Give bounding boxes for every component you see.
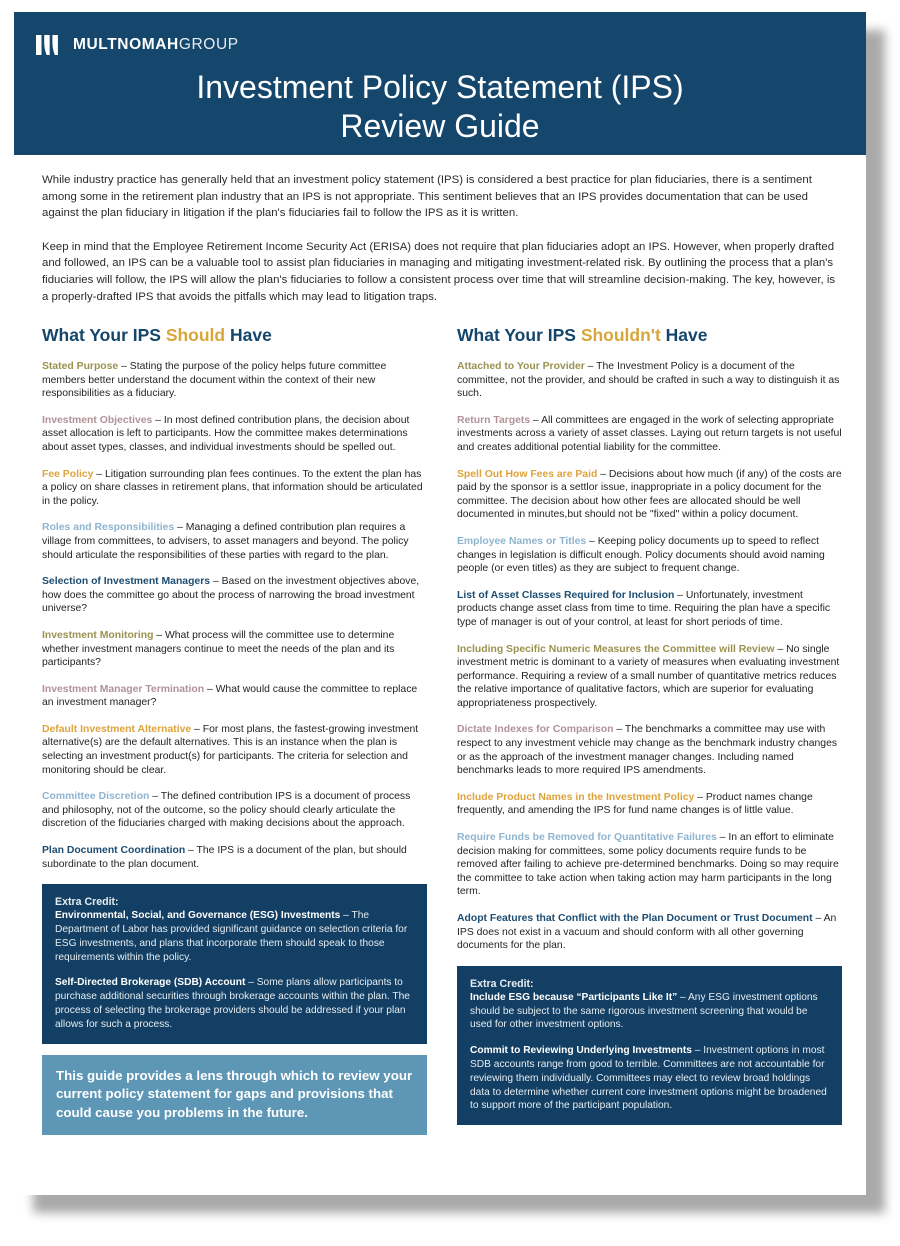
- shouldnt-have-heading: [457, 324, 842, 346]
- shouldnt-heading-accent: Shouldn't: [580, 325, 661, 345]
- list-item: [457, 468, 842, 522]
- page-title-line-2: Review Guide: [340, 108, 540, 144]
- list-item-term: Investment Monitoring: [42, 629, 154, 641]
- brand-name-bold: MULTNOMAH: [73, 36, 179, 54]
- list-item-term: Include Product Names in the Investment Policy: [457, 791, 695, 803]
- list-item: [42, 683, 427, 710]
- list-item: [457, 589, 842, 630]
- shouldnt-heading-pre: What Your IPS: [457, 325, 581, 345]
- document-page: [14, 12, 866, 1195]
- list-item: [457, 912, 842, 953]
- list-item: [42, 790, 427, 831]
- intro-paragraph-2: Keep in mind that the Employee Retirement Income Security Act (ERISA) does not require that plan fiduciaries adopt an IPS. However, when properly drafted and followed, an IPS can be a valuable tool to assist plan fiduciaries in managing and mitigating investment-related risk. By outlining the process that a plan's fiduciaries will follow, the IPS will allow the plan's fiduciaries to follow a consistent process over time that will streamline decision-making. The key, however, is a properly-drafted IPS that avoids the pitfalls which may lead to litigation traps.: [42, 240, 836, 303]
- shouldnt-extra-credit-label: Extra Credit:: [470, 977, 534, 990]
- list-item-body: – Managing a defined contribution plan requires a village from committees, to advisers, to asset managers and beyond. The policy should articulate the responsibilities of these parties with regard to the plan.: [42, 522, 409, 561]
- shouldnt-extra-credit-list: [470, 991, 829, 1113]
- list-item-term: Attached to Your Provider: [457, 361, 585, 372]
- list-item-body: – Keeping policy documents up to speed to reflect changes in legislation is difficult enough. Policy documents should avoid naming people (or even titles) as they are subject to frequent change.: [457, 535, 825, 575]
- list-item-term: Require Funds be Removed for Quantitative Failures: [457, 832, 717, 844]
- list-item-body: – The IPS is a document of the plan, but should subordinate to the plan document.: [42, 845, 407, 870]
- list-item-body: – Decisions about how much (if any) of the costs are paid by the sponsor is a settlor issue, inappropriate in a policy document for the committee. The decision about how other fees are allocated should be well documented in minutes,but should not be "fixed" within a policy document.: [457, 468, 842, 521]
- list-item-body: – What process will the committee use to determine whether investment managers continue to meet the needs of the plan and its participants?: [42, 629, 395, 669]
- list-item: [42, 723, 427, 777]
- should-heading-accent: Should: [165, 325, 226, 345]
- list-item-body: – All committees are engaged in the work of selecting appropriate investments across a variety of asset classes. Laying out return targets is not useful and creates additional potential liability for the committee.: [457, 414, 842, 453]
- list-item: [457, 360, 842, 401]
- extra-credit-item: [470, 1044, 829, 1113]
- should-extra-credit-box: [42, 884, 427, 1043]
- list-item: [42, 629, 427, 670]
- list-item-term: Committee Discretion: [42, 791, 150, 803]
- list-item: [457, 535, 842, 576]
- should-heading-pre: What Your IPS: [42, 325, 166, 345]
- document-header-band: [14, 12, 866, 155]
- list-item: [457, 831, 842, 899]
- list-item-term: Default Investment Alternative: [42, 723, 192, 735]
- list-item: [42, 844, 427, 871]
- list-item: [42, 521, 427, 562]
- list-item-term: Employee Names or Titles: [457, 535, 587, 547]
- should-extra-credit-label: Extra Credit:: [55, 896, 119, 909]
- extra-credit-item: [470, 991, 829, 1032]
- page-title-line-1: Investment Policy Statement (IPS): [196, 69, 684, 105]
- list-item-body: – An IPS does not exist in a vacuum and should conform with all other governing documents for the plan.: [457, 913, 837, 952]
- shouldnt-have-column: [457, 324, 842, 1135]
- extra-credit-item: [55, 909, 414, 964]
- list-item-term: Spell Out How Fees are Paid: [457, 468, 598, 480]
- list-item-body: – Unfortunately, investment products change asset class from time to time. Requiring the plan have a specific type of manager is out of your control, at least for short periods of time.: [457, 589, 831, 628]
- shouldnt-have-list: [457, 360, 842, 953]
- extra-credit-item: [55, 976, 414, 1031]
- list-item-body: – The Investment Policy is a document of the committee, not the provider, and should be crafted in such a way to distinguish it as such.: [457, 361, 840, 400]
- list-item-body: – No single investment metric is dominant to a variety of measures when evaluating investment performance. Requiring a review of a small number of quantitative metrics reduces the relative importance of qualitative factors, which are superior for evaluating appropriateness prospectively.: [457, 643, 840, 709]
- extra-credit-item-term: Include ESG because “Participants Like It”: [470, 991, 678, 1003]
- extra-credit-item-term: Environmental, Social, and Governance (ESG) Investments: [55, 910, 341, 922]
- multnomah-group-logo-mark: [35, 34, 62, 56]
- list-item-term: Roles and Responsibilities: [42, 522, 175, 534]
- shouldnt-extra-credit-box: [457, 966, 842, 1125]
- brand-wordmark: [73, 37, 239, 53]
- list-item-term: Adopt Features that Conflict with the Plan Document or Trust Document: [457, 913, 813, 924]
- list-item: [457, 414, 842, 455]
- should-extra-credit-list: [55, 909, 414, 1031]
- list-item-term: Including Specific Numeric Measures the Committee will Review: [457, 643, 775, 655]
- list-item-term: Return Targets: [457, 414, 531, 426]
- brand-logo: [35, 34, 239, 56]
- introduction-section: [42, 172, 842, 322]
- extra-credit-item-term: Self-Directed Brokerage (SDB) Account: [55, 977, 246, 989]
- list-item: [457, 643, 842, 711]
- two-column-body: [42, 324, 842, 1135]
- list-item-body: – In an effort to eliminate decision making for committees, some policy documents require funds to be removed after failing to achieve pre-determined benchmarks. Doing so may require the committee to take action when taking action may harm participants in the long term.: [457, 832, 839, 898]
- list-item-term: Plan Document Coordination: [42, 845, 186, 857]
- shouldnt-heading-post: Have: [660, 325, 708, 345]
- list-item-body: – What would cause the committee to replace an investment manager?: [42, 683, 418, 709]
- extra-credit-item-body: – The Department of Labor has provided significant guidance on selection criteria for ESG investments, and plans that incorporate them should speak to those requirements within the policy.: [55, 910, 408, 963]
- extra-credit-item-body: – Investment options in most SDB accounts range from good to terrible. Committees are not accountable for reviewing them individually. Committees may elect to review broad holdings data to determine whether current core investment options might be broadened to support more of the participant population.: [470, 1045, 827, 1112]
- list-item-body: – The benchmarks a committee may use with respect to any investment vehicle may change as the benchmark industry changes or as the approach of the investment manager changes. Including named benchmarks leads to more required IPS amendments.: [457, 724, 838, 777]
- list-item-term: Fee Policy: [42, 468, 94, 480]
- extra-credit-item-body: – Any ESG investment options should be subject to the same rigorous investment screening that would be used for other investment options.: [470, 991, 818, 1031]
- list-item: [42, 360, 427, 401]
- intro-paragraph-1: While industry practice has generally held that an investment policy statement (IPS) is considered a best practice for plan fiduciaries, there is a sentiment among some in the retirement plan industry that an IPS is not appropriate. This sentiment believes that an IPS provides documentation that can be used against the plan fiduciary in litigation if the plan's fiduciaries fail to follow the IPS as it is written.: [42, 174, 812, 220]
- extra-credit-item-body: – Some plans allow participants to purchase additional securities through brokerage accounts within the plan. The process of selecting the brokerage providers should be addressed if your plan allows for such a process.: [55, 977, 410, 1030]
- list-item-term: List of Asset Classes Required for Inclusion: [457, 589, 675, 601]
- closing-callout: This guide provides a lens through which to review your current policy statement for gaps and provisions that could cause you problems in the future.: [42, 1055, 427, 1136]
- list-item-term: Stated Purpose: [42, 361, 119, 372]
- should-have-heading: [42, 324, 427, 346]
- list-item-body: – Litigation surrounding plan fees continues. To the extent the plan has a policy on share classes in retirement plans, that information should be articulated in the policy.: [42, 468, 423, 507]
- list-item: [42, 414, 427, 455]
- list-item-body: – Based on the investment objectives above, how does the committee go about the process of narrowing the broad investment universe?: [42, 576, 420, 615]
- list-item-term: Investment Objectives: [42, 414, 153, 426]
- brand-name-light: GROUP: [178, 36, 239, 54]
- list-item-term: Selection of Investment Managers: [42, 576, 211, 588]
- list-item: [42, 468, 427, 509]
- should-have-list: [42, 360, 427, 871]
- list-item-body: – For most plans, the fastest-growing investment alternative(s) are the default alternatives. This is an instance when the plan is selecting an investment product(s) for participants. The criteria for selection and monitoring should be clear.: [42, 723, 419, 776]
- list-item-body: – Stating the purpose of the policy helps future committee members better understand the document within the context of their new responsibilities as a fiduciary.: [42, 361, 387, 400]
- list-item: [42, 575, 427, 616]
- list-item-body: – In most defined contribution plans, the decision about asset allocation is left to participants. How the committee makes determinations about asset types, classes, and individual investments should be spelled out.: [42, 414, 410, 453]
- should-have-column: [42, 324, 427, 1135]
- list-item-body: – The defined contribution IPS is a document of process and philosophy, not of the outcome, so the policy should clearly articulate the discretion of the fiduciaries charged with making decisions about the approach.: [42, 791, 411, 830]
- page-title: [14, 68, 866, 146]
- list-item: [457, 791, 842, 818]
- extra-credit-item-term: Commit to Reviewing Underlying Investments: [470, 1045, 692, 1057]
- list-item-body: – Product names change frequently, and amending the IPS for fund name changes is of little value.: [457, 791, 813, 817]
- list-item-term: Investment Manager Termination: [42, 683, 205, 695]
- list-item-term: Dictate Indexes for Comparison: [457, 724, 614, 736]
- should-heading-post: Have: [225, 325, 272, 345]
- list-item: [457, 723, 842, 777]
